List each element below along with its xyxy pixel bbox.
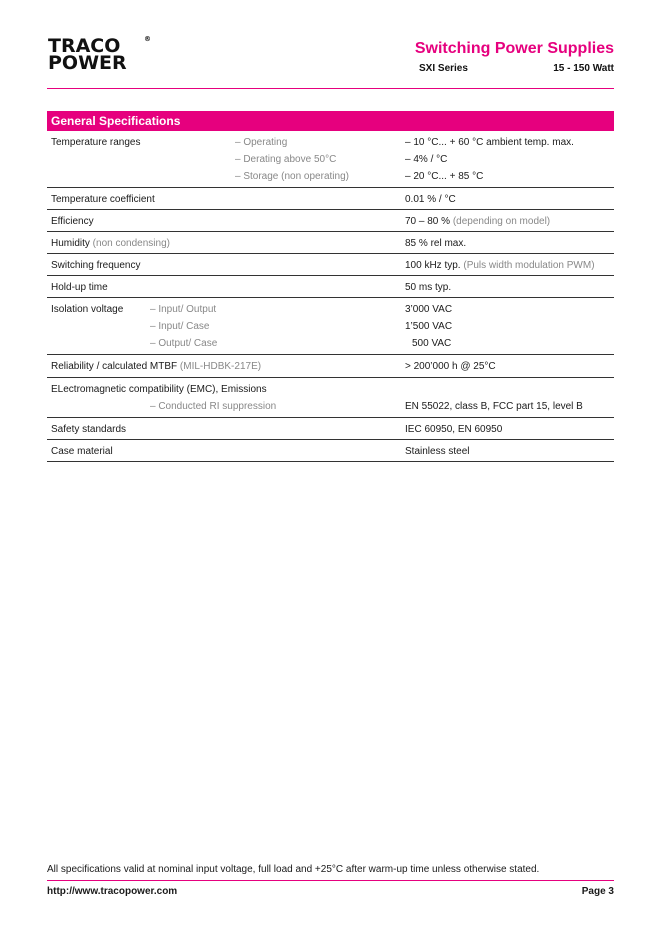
spec-row-isolation-voltage — [47, 298, 614, 355]
spec-row-hold-up-time — [47, 276, 614, 298]
spec-value: – 10 °C... + 60 °C ambient temp. max. — [405, 137, 574, 148]
spec-label: Isolation voltage — [51, 304, 124, 315]
spec-row-switching-frequency — [47, 254, 614, 276]
power-range: 15 - 150 Watt — [553, 63, 614, 74]
logo-line-2: POWER — [48, 52, 127, 74]
spec-row-humidity — [47, 232, 614, 254]
spec-row-temp-coefficient — [47, 188, 614, 210]
footer-website-link[interactable]: http://www.tracopower.com — [47, 886, 178, 897]
spec-value: 85 % rel max. — [405, 238, 467, 249]
company-logo — [48, 35, 151, 74]
spec-label: Safety standards — [51, 424, 127, 435]
spec-label: Reliability / calculated MTBF (MIL-HDBK-217E) — [51, 361, 262, 372]
spec-label: Hold-up time — [51, 282, 108, 293]
spec-note: (non condensing) — [89, 238, 170, 249]
spec-value: 3’000 VAC — [405, 304, 453, 315]
spec-value: EN 55022, class B, FCC part 15, level B — [405, 401, 583, 412]
spec-value: IEC 60950, EN 60950 — [405, 424, 503, 435]
spec-row-reliability — [47, 355, 614, 378]
spec-value: – 20 °C... + 85 °C — [405, 171, 484, 182]
spec-value: 0.01 % / °C — [405, 194, 456, 205]
spec-sublabel: – Input/ Case — [150, 321, 210, 332]
footer-note: All specifications valid at nominal input voltage, full load and +25°C after warm-up time unless otherwise stated. — [47, 864, 540, 875]
spec-label: Switching frequency — [51, 260, 141, 271]
spec-value: 100 kHz typ. (Puls width modulation PWM) — [405, 260, 595, 271]
spec-label: Temperature ranges — [51, 137, 141, 148]
spec-sublabel: – Input/ Output — [150, 304, 217, 315]
spec-value: 70 – 80 % (depending on model) — [405, 216, 551, 227]
spec-row-efficiency — [47, 210, 614, 232]
spec-label: Efficiency — [51, 216, 94, 227]
spec-value: 500 VAC — [412, 338, 452, 349]
spec-label: Humidity (non condensing) — [51, 238, 170, 249]
page-number: Page 3 — [581, 886, 614, 897]
spec-row-safety-standards — [47, 418, 614, 440]
spec-value: – 4% / °C — [405, 154, 448, 165]
section-header: General Specifications — [47, 111, 614, 131]
footer-divider — [47, 880, 614, 881]
header-divider — [47, 88, 614, 89]
spec-note: (Puls width modulation PWM) — [460, 260, 595, 271]
spec-sublabel: – Conducted RI suppression — [150, 401, 277, 412]
logo-registered-mark: ® — [144, 35, 151, 43]
spec-sublabel: – Output/ Case — [150, 338, 218, 349]
spec-label: Case material — [51, 446, 113, 457]
spec-note: (depending on model) — [450, 216, 551, 227]
spec-sublabel: – Storage (non operating) — [235, 171, 349, 182]
spec-value: > 200’000 h @ 25°C — [405, 361, 496, 372]
spec-row-temperature — [47, 131, 614, 188]
spec-table — [47, 131, 614, 462]
series-name: SXI Series — [419, 63, 468, 74]
logo-line-1: TRACO — [48, 35, 121, 57]
spec-note: (MIL-HDBK-217E) — [177, 361, 262, 372]
spec-sublabel: – Derating above 50°C — [235, 154, 337, 165]
spec-label: Temperature coefficient — [51, 194, 155, 205]
page-title: Switching Power Supplies — [414, 40, 614, 57]
spec-label: ELectromagnetic compatibility (EMC), Emissions — [51, 384, 267, 395]
spec-value: 1’500 VAC — [405, 321, 453, 332]
spec-row-emc — [47, 378, 614, 418]
spec-sublabel: – Operating — [235, 137, 288, 148]
spec-value: 50 ms typ. — [405, 282, 452, 293]
spec-value: Stainless steel — [405, 446, 470, 457]
spec-row-case-material — [47, 440, 614, 462]
